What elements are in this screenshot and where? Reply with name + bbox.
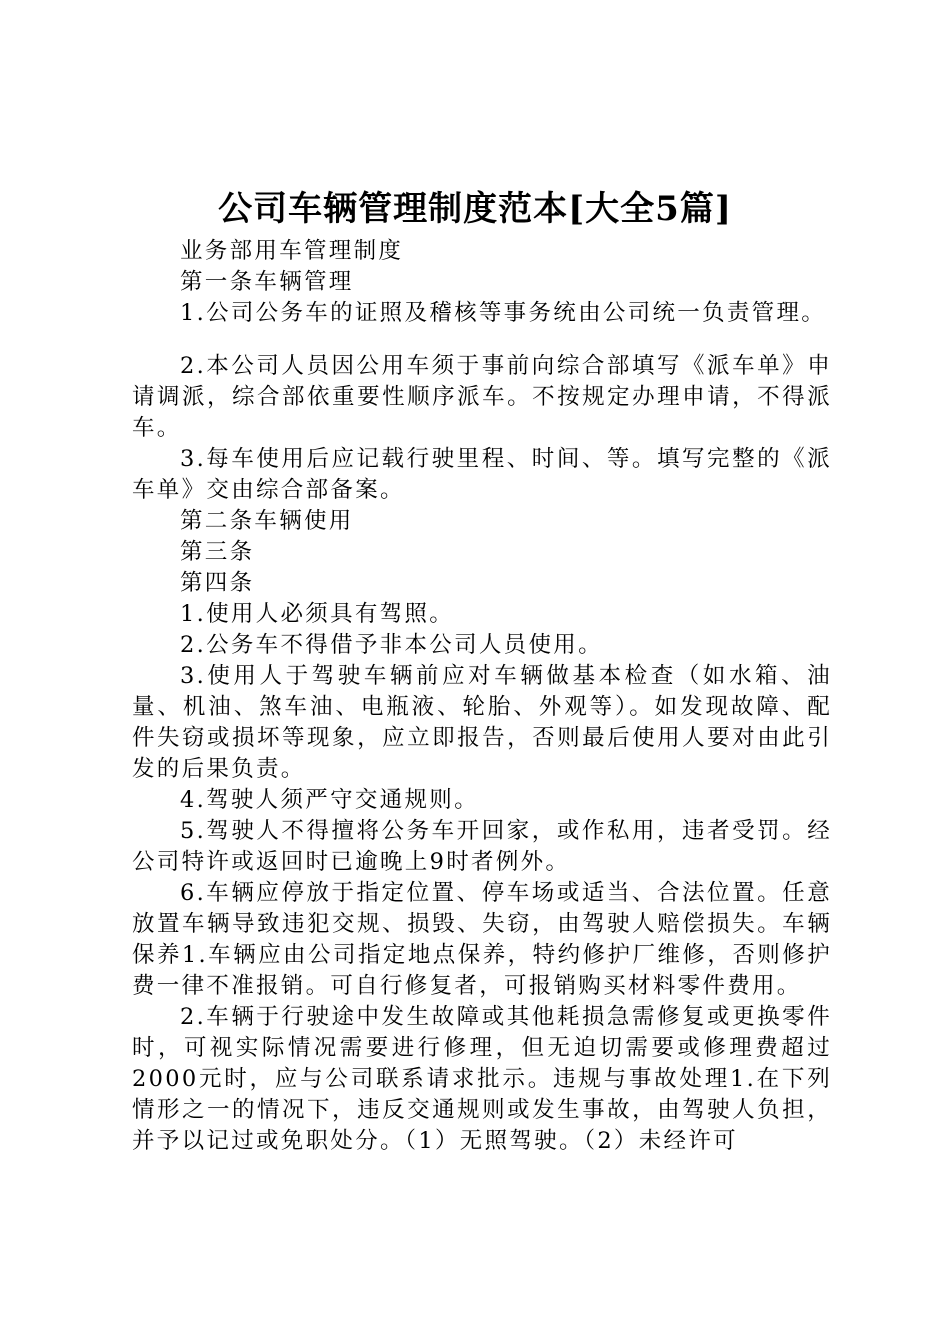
- paragraph-maintenance-2: 2.车辆于行驶途中发生故障或其他耗损急需修复或更换零件时，可视实际情况需要进行修理，但无迫切需要或修理费超过2000元时，应与公司联系请求批示。违规与事故处理1.在下列情形之一的情况下，违反交通规则或发生事故，由驾驶人负担，并予以记过或免职处分。（1）无照驾驶。（2）未经许可: [132, 1004, 832, 1154]
- paragraph-item-1-1: 1.公司公务车的证照及稽核等事务统由公司统一负责管理。: [180, 300, 827, 326]
- paragraph-item-4-6: 6.车辆应停放于指定位置、停车场或适当、合法位置。任意放置车辆导致违犯交规、损毁、失窃，由驾驶人赔偿损失。车辆保养1.车辆应由公司指定地点保养，特约修护厂维修，否则修护费一律不准报销。可自行修复者，可报销购买材料零件费用。: [132, 880, 832, 999]
- paragraph-article-2: 第二条车辆使用: [180, 508, 354, 534]
- paragraph-item-1-2: 2.本公司人员因公用车须于事前向综合部填写《派车单》申请调派，综合部依重要性顺序派车。不按规定办理申请，不得派车。: [132, 353, 832, 441]
- paragraph-item-4-3: 3.使用人于驾驶车辆前应对车辆做基本检查（如水箱、油量、机油、煞车油、电瓶液、轮胎、外观等）。如发现故障、配件失窃或损坏等现象，应立即报告，否则最后使用人要对由此引发的后果负责。: [132, 663, 832, 782]
- paragraph-item-4-5: 5.驾驶人不得擅将公务车开回家，或作私用，违者受罚。经公司特许或返回时已逾晚上9时者例外。: [132, 818, 832, 875]
- paragraph-item-4-1: 1.使用人必须具有驾照。: [180, 601, 455, 627]
- paragraph-heading-dept-rules: 业务部用车管理制度: [180, 238, 404, 264]
- paragraph-item-1-3: 3.每车使用后应记载行驶里程、时间、等。填写完整的《派车单》交由综合部备案。: [132, 446, 832, 503]
- document-body: [132, 236, 832, 1157]
- paragraph-article-4: 第四条: [180, 570, 255, 596]
- paragraph-item-4-4: 4.驾驶人须严守交通规则。: [180, 787, 479, 813]
- paragraph-article-3: 第三条: [180, 539, 255, 565]
- paragraph-item-4-2: 2.公务车不得借予非本公司人员使用。: [180, 632, 603, 658]
- document-title: 公司车辆管理制度范本[大全5篇]: [218, 189, 732, 229]
- paragraph-article-1: 第一条车辆管理: [180, 269, 354, 295]
